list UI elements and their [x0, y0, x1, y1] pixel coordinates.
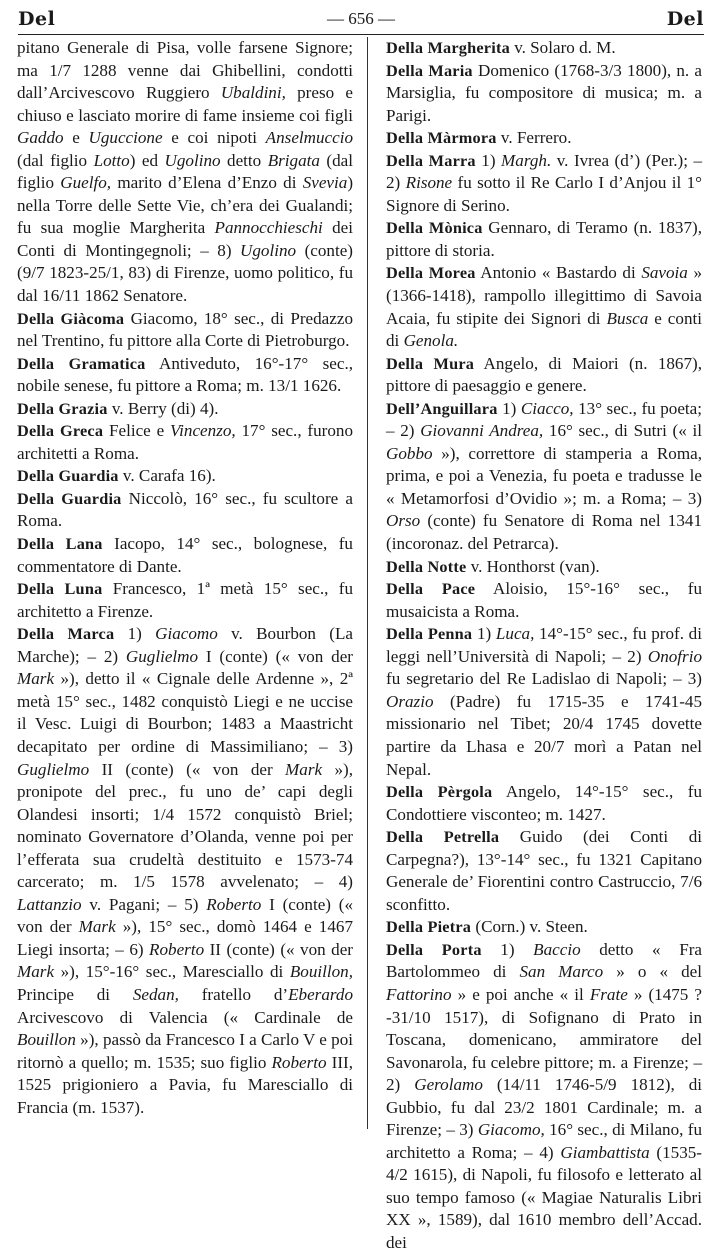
entry-headword: Della Màrmora — [386, 128, 497, 148]
italic-name: Uguccione — [88, 128, 163, 148]
dictionary-entry — [17, 398, 353, 421]
italic-name: Fattorino — [386, 984, 452, 1004]
entry-text: v. Ivrea (d’) (Per.); – 2) — [386, 150, 702, 193]
entry-headword: Della Giàcoma — [17, 308, 125, 328]
entry-headword: Della Guardia — [17, 488, 122, 508]
entry-text: (conte) (9/7 1823-25/1, 83) di Firenze, uomo politico, fu dal 16/11 1862 Senatore. — [17, 240, 353, 306]
entry-text: »), correttore di stamperia a Roma, prima, e poi a Venezia, fu poeta e tradusse le « Metamorfosi d’Ovidio »; m. a Roma; – 3) — [386, 443, 702, 508]
entry-text: »), passò da Francesco I a Carlo V e poi ritornò a quello; m. 1535; suo figlio — [17, 1030, 353, 1072]
dictionary-entry — [17, 533, 353, 578]
entry-text: preso e chiuso e lasciato morire di fame insieme coi figli — [17, 83, 353, 125]
entry-headword: Della Marra — [386, 150, 476, 170]
italic-name: Roberto — [206, 894, 262, 914]
entry-text: v. Berry (di) 4). — [107, 398, 219, 418]
dictionary-entry — [17, 623, 353, 1119]
entry-headword: Della Luna — [17, 579, 103, 599]
dictionary-entry — [17, 465, 353, 488]
entry-text: I (conte) (« von der — [17, 894, 354, 937]
dictionary-entry — [17, 37, 353, 308]
entry-headword: Della Gramatica — [17, 353, 146, 373]
dictionary-entry — [382, 556, 702, 579]
italic-name: Mark — [78, 917, 116, 937]
dictionary-entry — [17, 488, 353, 533]
entry-text: ) ed — [129, 150, 165, 170]
entry-text: (Corn.) v. Steen. — [471, 917, 588, 937]
running-head-right: Del — [666, 8, 704, 30]
italic-name: Eberardo — [288, 984, 353, 1004]
entry-text: Principe di — [17, 984, 133, 1004]
dictionary-entry — [382, 150, 702, 218]
entry-text: marito d’Elena d’Enzo di — [111, 173, 303, 193]
entry-text: 1/7 — [49, 60, 72, 80]
italic-name: Luca, — [495, 624, 535, 644]
entry-text: Guido (dei Conti di Carpegna?), 13°-14° sec., fu 1321 Capitano Generale de’ Fiorentini contro Castruccio, 7/6 sconfitto. — [386, 827, 702, 914]
dictionary-entry — [382, 353, 702, 398]
entry-text: Niccolò, 16° sec., fu scultore a Roma. — [17, 488, 353, 531]
entry-text: » (1475 ?-31/10 1517), di Sofignano di Prato in Toscana, domenicano, ammiratore del Savonarola, fu celebre pittore; m. a Firenze; – 2) — [386, 984, 702, 1095]
entry-headword: Della Marca — [17, 624, 115, 644]
italic-name: Guelfo, — [60, 173, 112, 193]
entry-text: 16° sec., di Milano, fu architetto a Roma; – 4) — [386, 1120, 702, 1162]
italic-name: Risone — [405, 173, 453, 193]
dictionary-entry — [382, 578, 702, 623]
italic-name: Roberto — [271, 1052, 327, 1072]
entry-headword: Della Lana — [17, 534, 103, 554]
italic-name: Roberto — [149, 939, 205, 959]
entry-headword: Della Mura — [386, 353, 475, 373]
italic-name: Margh. — [501, 150, 552, 170]
entry-text: v. Honthorst (van). — [466, 556, 600, 576]
dictionary-entry — [382, 37, 702, 60]
dictionary-entry — [382, 262, 702, 352]
entry-text: »), pronipote del prec., fu uno de’ capi degli Olandesi insorti; 1/4 1572 conquistò Briel; nominato Governatore d’Olanda, venne poi per l’efferata sua crudeltà destituito e 1573-74 carcerato; m. 1/5 1578 avvelenato; – 4) — [17, 759, 353, 892]
entry-headword: Della Greca — [17, 421, 104, 441]
dictionary-entry — [382, 127, 702, 150]
dictionary-entry — [382, 826, 702, 916]
italic-name: Sedan, — [132, 984, 179, 1004]
entry-text: III, 1525 prigioniero a Pavia, fu Maresciallo di Francia (m. 1537). — [17, 1052, 353, 1117]
italic-name: Brigata — [267, 150, 320, 170]
italic-name: Pannocchieschi — [214, 218, 323, 238]
entry-text: 1) — [472, 624, 496, 644]
entry-text: » (1366-1418), rampollo illegittimo di Savoia Acaia, fu stipite dei Signori di — [386, 263, 703, 328]
dictionary-entry — [382, 398, 702, 556]
dictionary-entry — [382, 781, 702, 826]
entry-text: » e poi anche « il — [451, 984, 590, 1004]
entry-headword: Della Grazia — [17, 398, 108, 418]
italic-name: Guglielmo — [17, 759, 90, 779]
entry-text: dei Conti di Montingegnoli; – 8) — [17, 218, 353, 260]
entry-headword: Della Margherita — [386, 38, 510, 57]
entry-text: fu segretario del Re Ladislao di Napoli; – 3) — [386, 669, 702, 689]
entry-text: »), 15°-16° sec., Maresciallo di — [54, 962, 290, 982]
entry-text: v. Bourbon (La Marche); – 2) — [17, 624, 353, 666]
italic-name: Giacomo — [155, 624, 218, 644]
entry-text: 16° sec., di Sutri (« il — [543, 421, 702, 441]
entry-text: 1288 venne dai Ghibellini, condotti dall’Arcivescovo Ruggiero — [17, 60, 353, 103]
entry-text: Francesco, 1ª metà 15° sec., fu architetto a Firenze. — [17, 579, 354, 621]
entry-text: pitano Generale di Pisa, volle farsene Signore; ma — [17, 38, 353, 80]
entry-text: Gennaro, di Teramo (n. 1837), pittore di storia. — [386, 218, 702, 260]
entry-headword: Della Pietra — [386, 917, 472, 937]
entry-text: (dal figlio — [17, 150, 94, 170]
entry-text: Felice e — [103, 421, 170, 441]
dictionary-entry — [17, 353, 353, 398]
italic-name: San Marco — [519, 962, 604, 982]
dictionary-entry — [17, 420, 353, 465]
italic-name: Giacomo, — [477, 1120, 545, 1140]
italic-name: Ubaldini, — [220, 83, 286, 103]
entry-text: e — [63, 128, 89, 148]
italic-name: Mark — [17, 962, 55, 982]
left-column — [17, 37, 353, 1129]
entry-text: 1) — [114, 624, 156, 644]
italic-name: Anselmuccio — [265, 128, 354, 148]
entry-text: Arcivescovo di Valencia (« Cardinale de — [17, 1007, 353, 1027]
italic-name: Mark — [285, 759, 323, 779]
italic-name: Ugolino — [164, 150, 221, 170]
running-head-left: Del — [18, 8, 56, 30]
entry-text: 13° sec., fu poeta; – 2) — [386, 398, 702, 441]
entry-text: »), detto il « Cignale delle Ardenne », 2ª metà 15° sec., 1482 conquistò Liegi e ne uccise il Vesc. Luigi di Bourbon; 1483 a Maastricht decapitato per ordine di Massimiliano; – 3) — [17, 669, 353, 756]
entry-headword: Della Guardia — [17, 466, 119, 486]
entry-text: Angelo, di Maiori (n. 1867), pittore di paesaggio e genere. — [386, 353, 702, 396]
italic-name: Giovanni Andrea, — [420, 421, 544, 441]
entry-headword: Della Maria — [386, 60, 473, 80]
italic-name: Ugolino — [240, 240, 297, 260]
italic-name: Svevia — [302, 173, 348, 193]
italic-name: Guglielmo — [125, 646, 199, 666]
italic-name: Lattanzio — [17, 894, 82, 914]
italic-name: Mark — [17, 669, 55, 689]
entry-headword: Della Notte — [386, 556, 467, 576]
dictionary-entry — [382, 60, 702, 128]
entry-text: v. Solaro d. M. — [509, 38, 616, 57]
italic-name: Savoia — [641, 263, 688, 283]
entry-text: »), 15° sec., domò 1464 e 1467 Liegi insorta; – 6) — [17, 917, 353, 959]
entry-text: ) nella Torre delle Sette Vie, ch’era dei Gualandi; fu sua moglie Margherita — [17, 173, 354, 238]
entry-text: (conte) fu Senatore di Roma nel 1341 (incoronaz. del Petrarca). — [386, 511, 702, 554]
dictionary-entry — [382, 623, 702, 781]
italic-name: Vincenzo, — [170, 421, 236, 441]
entry-text: Iacopo, 14° sec., bolognese, fu commentatore di Dante. — [17, 534, 353, 576]
italic-name: Orazio — [386, 691, 434, 711]
entry-text: (14/11 1746-5/9 1812), di Gubbio, fu dal 23/2 1801 Cardinale; m. a Firenze; – 3) — [386, 1075, 703, 1140]
entry-headword: Della Pace — [386, 579, 476, 599]
italic-name: Gaddo — [17, 128, 64, 148]
dictionary-entry — [17, 308, 353, 353]
entry-text: 1) — [497, 398, 521, 418]
italic-name: Busca — [606, 308, 649, 328]
entry-text: II (conte) (« von der — [89, 759, 286, 779]
column-divider — [367, 37, 368, 1129]
entry-text: e coi nipoti — [162, 128, 266, 148]
entry-headword: Della Penna — [386, 624, 473, 644]
italic-name: Bouillon, — [289, 962, 353, 982]
entry-text: 14°-15° sec., fu prof. di leggi nell’Università di Napoli; – 2) — [386, 624, 702, 666]
entry-text: 17° sec., furono architetti a Roma. — [17, 421, 353, 463]
dictionary-entry — [382, 916, 702, 939]
italic-name: Baccio — [533, 939, 581, 959]
entry-text: detto — [220, 150, 268, 170]
running-header — [18, 4, 704, 35]
entry-headword: Della Mònica — [386, 218, 483, 238]
entry-text: fratello d’ — [178, 984, 289, 1004]
entry-text: detto « Fra Bartolommeo di — [386, 939, 702, 982]
italic-name: Onofrio — [647, 646, 702, 666]
entry-text: Angelo, 14°-15° sec., fu Condottiere visconteo; m. 1427. — [386, 782, 702, 824]
italic-name: Gerolamo — [414, 1075, 483, 1095]
italic-name: Bouillon — [17, 1030, 76, 1050]
italic-name: Orso — [386, 511, 421, 531]
italic-name: Ciacco, — [520, 398, 574, 418]
entry-text: Domenico (1768-3/3 1800), n. a Marsiglia, fu compositore di musica; m. a Parigi. — [386, 60, 702, 125]
entry-text: fu sotto il Re Carlo I d’Anjou il 1° Signore di Serino. — [386, 173, 702, 215]
entry-text: Aloisio, 15°-16° sec., fu musaicista a Roma. — [386, 579, 703, 621]
entry-text: (dal figlio — [17, 150, 354, 193]
entry-text: 1) — [481, 939, 534, 959]
entry-text: » o « del — [603, 962, 702, 982]
entry-text: v. Ferrero. — [496, 128, 572, 148]
dictionary-entry — [382, 217, 702, 262]
entry-text: I (conte) (« von der — [198, 646, 353, 666]
italic-name: Genola. — [403, 331, 459, 351]
italic-name: Frate — [589, 984, 628, 1004]
right-column — [382, 37, 703, 1252]
entry-headword: Della Morea — [386, 263, 476, 283]
dictionary-entry — [17, 578, 353, 623]
entry-text: (1535-4/2 1615), di Napoli, fu filosofo e letterato al suo tempo famoso (« Magiae Naturalis Libri XX », 1589), dal 1610 membro dell’Accad. dei — [386, 1142, 702, 1252]
entry-headword: Della Pèrgola — [386, 782, 493, 802]
entry-text: II (conte) (« von der — [204, 939, 353, 959]
entry-headword: Della Porta — [386, 939, 482, 959]
entry-headword: Della Petrella — [386, 827, 500, 847]
page-number: — 656 — — [327, 9, 395, 28]
entry-text: Giacomo, 18° sec., di Predazzo nel Trentino, fu pittore alla Corte di Pietroburgo. — [17, 308, 353, 351]
dictionary-entry — [382, 939, 702, 1255]
italic-name: Giambattista — [560, 1142, 650, 1162]
entry-text: Antonio « Bastardo di — [475, 263, 642, 283]
italic-name: Gobbo — [386, 443, 433, 463]
entry-text: 1) — [475, 150, 502, 170]
entry-text: (Padre) fu 1715-35 e 1741-45 missionario nel Tibet; 20/4 1745 dovette partire da Lhasa e 20/7 morì a Patan nel Nepal. — [386, 691, 702, 779]
entry-text: v. Carafa 16). — [118, 466, 216, 486]
entry-text: e conti di — [386, 308, 702, 351]
entry-text: v. Pagani; – 5) — [81, 894, 207, 914]
entry-headword: Dell’Anguillara — [386, 398, 498, 418]
italic-name: Lotto — [93, 150, 130, 170]
entry-text: Antiveduto, 16°-17° sec., nobile senese, fu pittore a Roma; m. 13/1 1626. — [17, 353, 353, 396]
